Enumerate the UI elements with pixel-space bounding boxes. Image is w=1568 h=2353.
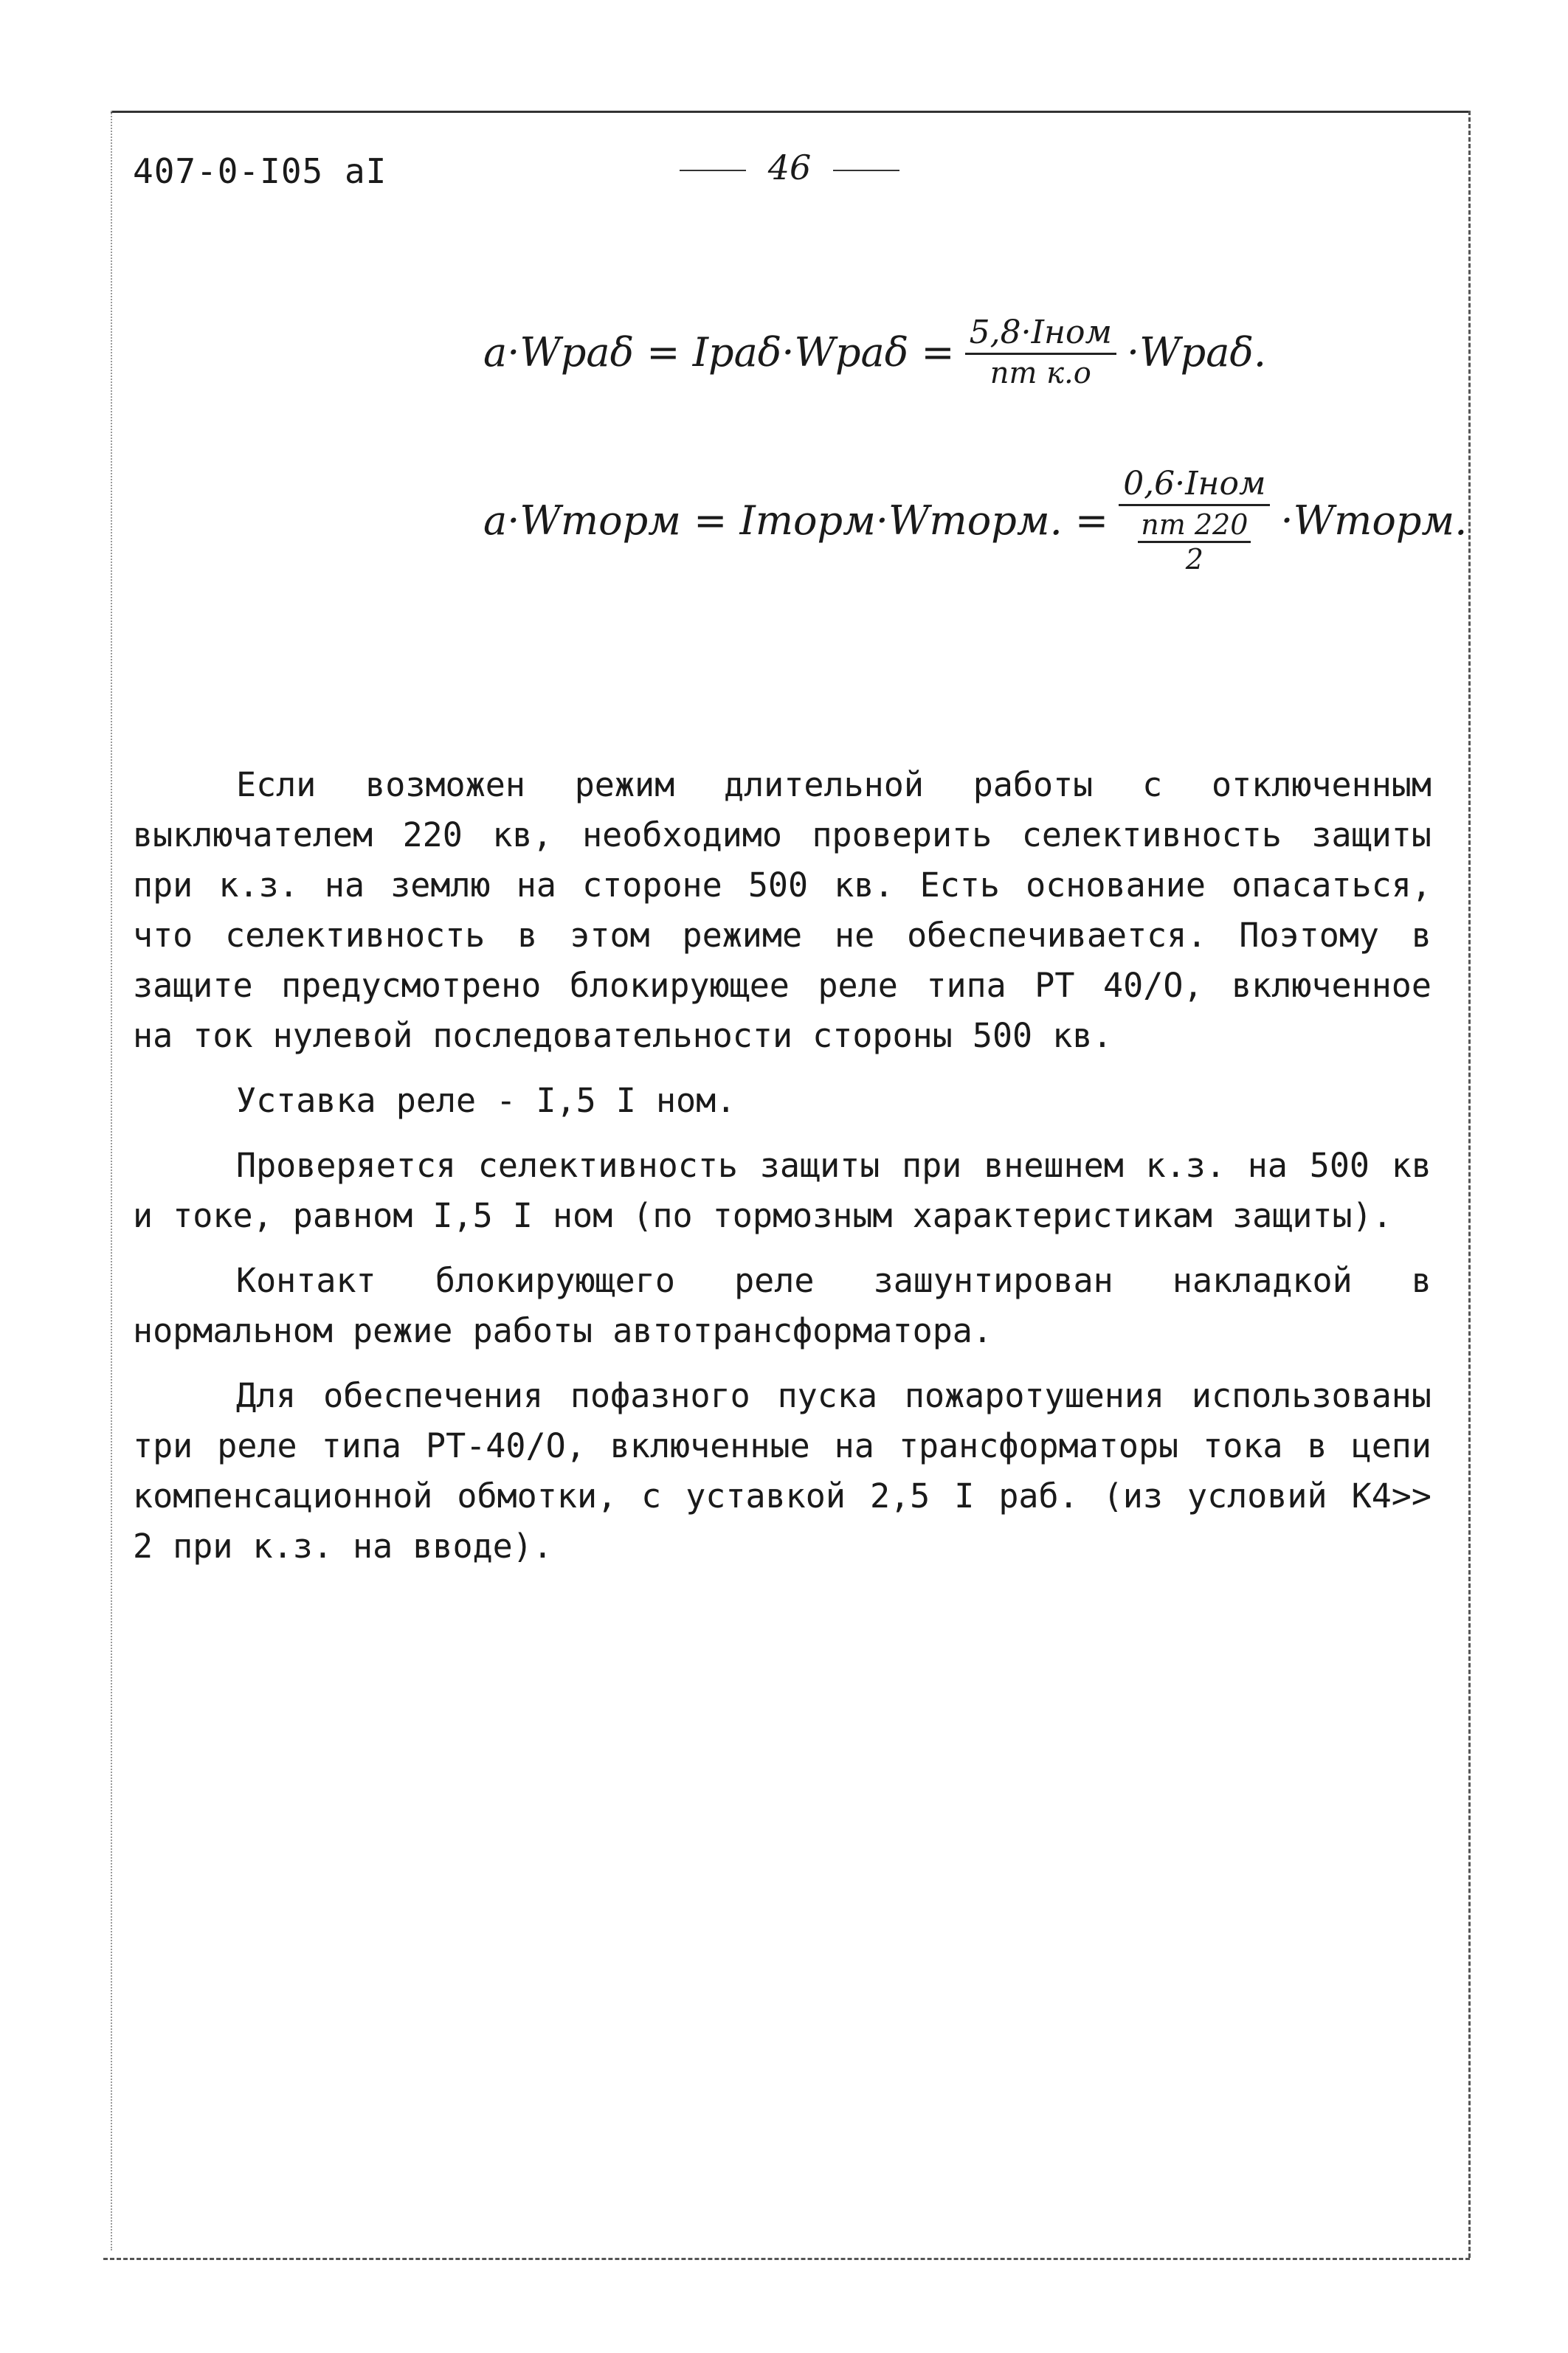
formula-2-right: ·Wторм. <box>1280 497 1468 544</box>
page-frame-right-border <box>1468 111 1471 2258</box>
page-number-dash-right <box>833 170 899 171</box>
paragraph-text: Проверяется селективность защиты при внешнем к.з. на 500 кв и токе, равном I,5 I ном (по тормозным характеристикам защиты). <box>133 1146 1452 1235</box>
paragraph-external-fault-check <box>133 1141 1452 1241</box>
formula-braking-winding <box>483 465 1467 576</box>
formula-2-denominator-top: nт 220 <box>1138 508 1251 543</box>
document-code: 407-0-I05 aI <box>133 151 387 191</box>
page-number-value: 46 <box>767 148 812 187</box>
formula-2-left: a·Wторм = Iторм·Wторм. = <box>483 497 1109 544</box>
page-number <box>642 148 937 187</box>
paragraph-text: Уставка реле - I,5 I ном. <box>236 1081 736 1120</box>
formula-2-numerator: 0,6·Iном <box>1119 465 1270 506</box>
formula-1-right: ·Wраδ. <box>1126 328 1267 376</box>
paragraph-text: Если возможен режим длительной работы с отключенным выключателем 220 кв, необходимо проверить селективность защиты при к.з. на землю на стороне 500 кв. Есть основание опасаться, что селективность в этом режиме не обеспечивается. Поэтому в защите предусмотрено блокирующее реле типа РТ 40/О, включенное на ток нулевой последовательности стороны 500 кв. <box>133 765 1452 1055</box>
formula-1-numerator: 5,8·Iном <box>965 314 1116 355</box>
page-number-dash-left <box>680 170 746 171</box>
formula-working-winding <box>483 314 1266 390</box>
paragraph-contact-shunt <box>133 1256 1452 1356</box>
formula-1-left: a·Wраδ = Iраδ·Wраδ = <box>483 328 955 376</box>
formula-2-denominator-bottom: 2 <box>1185 543 1203 576</box>
formula-2-nested-fraction <box>1138 508 1251 576</box>
paragraph-fire-extinguishing <box>133 1371 1452 1572</box>
formula-2-denominator <box>1138 506 1251 576</box>
paragraph-text: Для обеспечения пофазного пуска пожаротушения использованы три реле типа РТ-40/О, включенные на трансформаторы тока в цепи компенсационной обмотки, с уставкой 2,5 I раб. (из условий K4>> 2 при к.з. на вводе). <box>133 1376 1452 1566</box>
page-frame-left-border <box>111 111 112 2250</box>
formula-1-fraction <box>965 314 1116 390</box>
formula-1-denominator: nт к.о <box>990 356 1091 390</box>
page-frame-top-border <box>111 111 1468 113</box>
page-frame-bottom-border <box>103 2258 1470 2260</box>
body-text <box>133 760 1452 1586</box>
paragraph-text: Контакт блокирующего реле зашунтирован накладкой в нормальном режие работы автотрансформатора. <box>133 1261 1452 1350</box>
paragraph-selectivity-check <box>133 760 1452 1061</box>
paragraph-relay-setting <box>133 1076 1431 1126</box>
formula-2-fraction <box>1119 465 1270 576</box>
